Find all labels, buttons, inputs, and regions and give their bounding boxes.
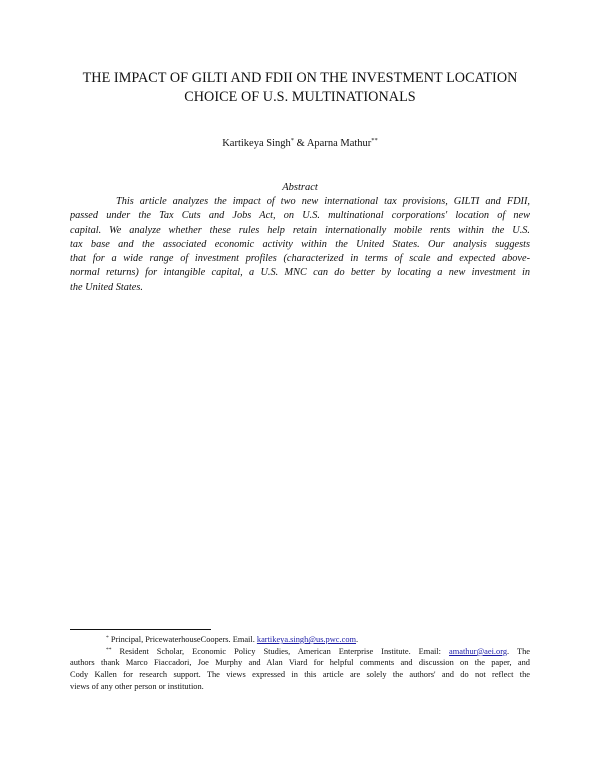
footnote-2-text-end: . The [507,646,530,656]
footnote-1 [70,634,530,646]
footnote-2-email-link[interactable]: amathur@aei.org [449,646,508,656]
author-1-footnote-mark: * [290,137,294,144]
footnote-2 [70,646,530,658]
footnotes [70,634,530,693]
author-separator: & [294,138,307,149]
footnote-2-line-4: views of any other person or institution. [70,681,204,691]
abstract-line-2: passed under the Tax Cuts and Jobs Act, on U.S. multinational corporations' location of new [70,210,530,222]
title-line-2: CHOICE OF U.S. MULTINATIONALS [184,88,416,105]
abstract-heading: Abstract [282,182,318,193]
footnote-2-text: Resident Scholar, Economic Policy Studies, American Enterprise Institute. Email: [111,646,450,656]
footnote-2-line-2: authors thank Marco Fiaccadori, Joe Murphy and Alan Viard for helpful comments and discussion on the paper, and [70,658,530,668]
footnote-1-text-end: . [356,635,359,644]
footnote-1-mark: * [106,635,109,641]
author-2-footnote-mark: ** [371,137,378,144]
abstract-body [70,195,530,295]
footnote-2-line-3: Cody Kallen for research support. The views expressed in this article are solely the authors' and do not reflect the [70,670,530,680]
paper-title [60,69,540,106]
abstract-line-6: normal returns) for intangible capital, a U.S. MNC can do better by locating a new investment in [70,267,530,279]
footnote-separator-rule [70,629,211,630]
author-1-name: Kartikeya Singh [222,138,291,149]
author-2-name: Aparna Mathur [306,138,372,149]
abstract-line-1: This article analyzes the impact of two new international tax provisions, GILTI and FDII, [116,196,530,207]
footnote-2-mark: ** [106,646,112,653]
abstract-line-4: tax base and the associated economic activity within the United States. Our analysis suggests [70,238,530,250]
abstract-line-3: capital. We analyze whether these rules help retain internationally mobile rents within the U.S. [70,224,530,236]
title-line-1: THE IMPACT OF GILTI AND FDII ON THE INVESTMENT LOCATION [82,70,518,86]
abstract-line-7: the United States. [70,281,143,293]
abstract-line-5: that for a wide range of investment profiles (characterized in terms of scale and expected above- [70,253,530,265]
author-line [60,137,540,151]
footnote-1-text: Principal, PricewaterhouseCoopers. Email. [108,635,257,644]
footnote-1-email-link[interactable]: kartikeya.singh@us.pwc.com [256,635,357,644]
